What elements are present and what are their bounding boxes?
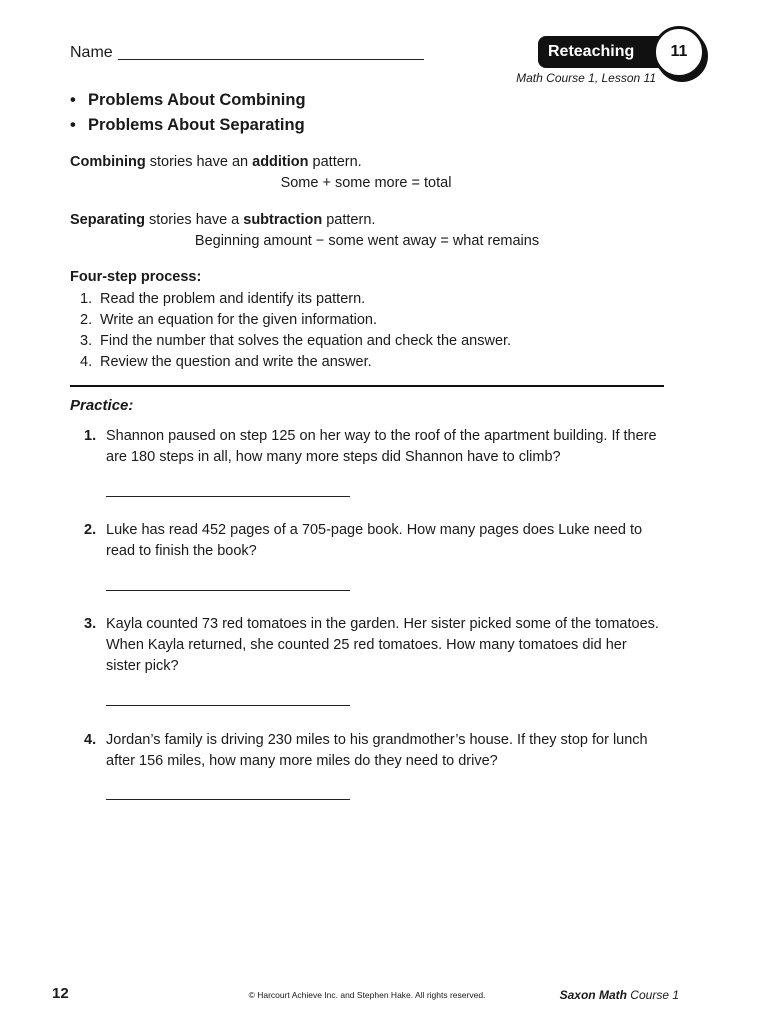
page-number: 12 (52, 985, 69, 1002)
list-item (80, 332, 511, 353)
answer-line-1[interactable] (106, 496, 350, 497)
separating-equation: Beginning amount − some went away = what remains (194, 233, 540, 249)
question-text: Luke has read 452 pages of a 705-page book. How many pages does Luke need to read to finish the book? (106, 522, 643, 559)
question-text: Kayla counted 73 red tomatoes in the garden. Her sister picked some of the tomatoes. When Kayla returned, she counted 25 red tomatoes. How many tomatoes did her sister pick? (106, 616, 659, 674)
step-number: 4. (80, 354, 93, 370)
question-number: 2. (84, 522, 97, 538)
list-item (80, 290, 511, 311)
text: pattern. (322, 212, 376, 228)
answer-line-2[interactable] (106, 590, 350, 591)
step-number: 3. (80, 333, 93, 349)
badge-label: Reteaching (538, 36, 678, 68)
list-item (80, 353, 511, 374)
step-number: 1. (80, 291, 93, 307)
list-item (80, 311, 511, 332)
section-divider (70, 385, 664, 387)
topic-text: Problems About Combining (88, 91, 306, 109)
series-title (560, 988, 679, 1002)
separating-term: Separating (70, 212, 145, 228)
topic-separating (70, 116, 305, 135)
question-number: 4. (84, 732, 97, 748)
question-number: 1. (84, 428, 97, 444)
practice-title: Practice: (70, 397, 134, 414)
bullet-icon: • (70, 91, 76, 109)
bullet-icon: • (70, 116, 76, 134)
text: stories have an (145, 154, 253, 170)
addition-term: addition (252, 154, 309, 170)
process-title-text: Four-step process: (70, 269, 202, 285)
subtraction-term: subtraction (243, 212, 323, 228)
step-text: Read the problem and identify its pattern. (100, 291, 366, 307)
answer-line-3[interactable] (106, 705, 350, 706)
question-1 (84, 426, 664, 468)
step-text: Write an equation for the given information. (100, 312, 378, 328)
badge-lesson-number: 11 (653, 26, 705, 78)
copyright-notice: © Harcourt Achieve Inc. and Stephen Hake. All rights reserved. (248, 990, 486, 1000)
question-2 (84, 520, 664, 562)
topic-text: Problems About Separating (88, 116, 305, 134)
separating-definition (70, 212, 375, 228)
combining-term: Combining (70, 154, 146, 170)
question-number: 3. (84, 616, 97, 632)
step-text: Find the number that solves the equation and check the answer. (100, 333, 512, 349)
process-steps (80, 290, 511, 374)
reteaching-badge (538, 32, 708, 76)
topic-combining (70, 91, 306, 110)
answer-line-4[interactable] (106, 799, 350, 800)
combining-equation: Some + some more = total (280, 175, 452, 191)
question-text: Jordan’s family is driving 230 miles to his grandmother’s house. If they stop for lunch after 156 miles, how many more miles do they need to drive? (106, 732, 648, 769)
step-number: 2. (80, 312, 93, 328)
lesson-reference: Math Course 1, Lesson 11 (516, 71, 656, 85)
question-4 (84, 730, 664, 772)
question-text: Shannon paused on step 125 on her way to the roof of the apartment building. If there are 180 steps in all, how many more steps did Shannon have to climb? (106, 428, 657, 465)
question-3 (84, 614, 664, 677)
text: stories have a (144, 212, 244, 228)
combining-definition (70, 154, 362, 170)
series-brand: Saxon Math (559, 988, 627, 1002)
step-text: Review the question and write the answer. (100, 354, 372, 370)
name-label: Name (70, 44, 113, 61)
series-course: Course 1 (626, 988, 679, 1002)
process-title (70, 269, 201, 285)
name-field-line[interactable] (118, 59, 424, 60)
text: pattern. (308, 154, 362, 170)
